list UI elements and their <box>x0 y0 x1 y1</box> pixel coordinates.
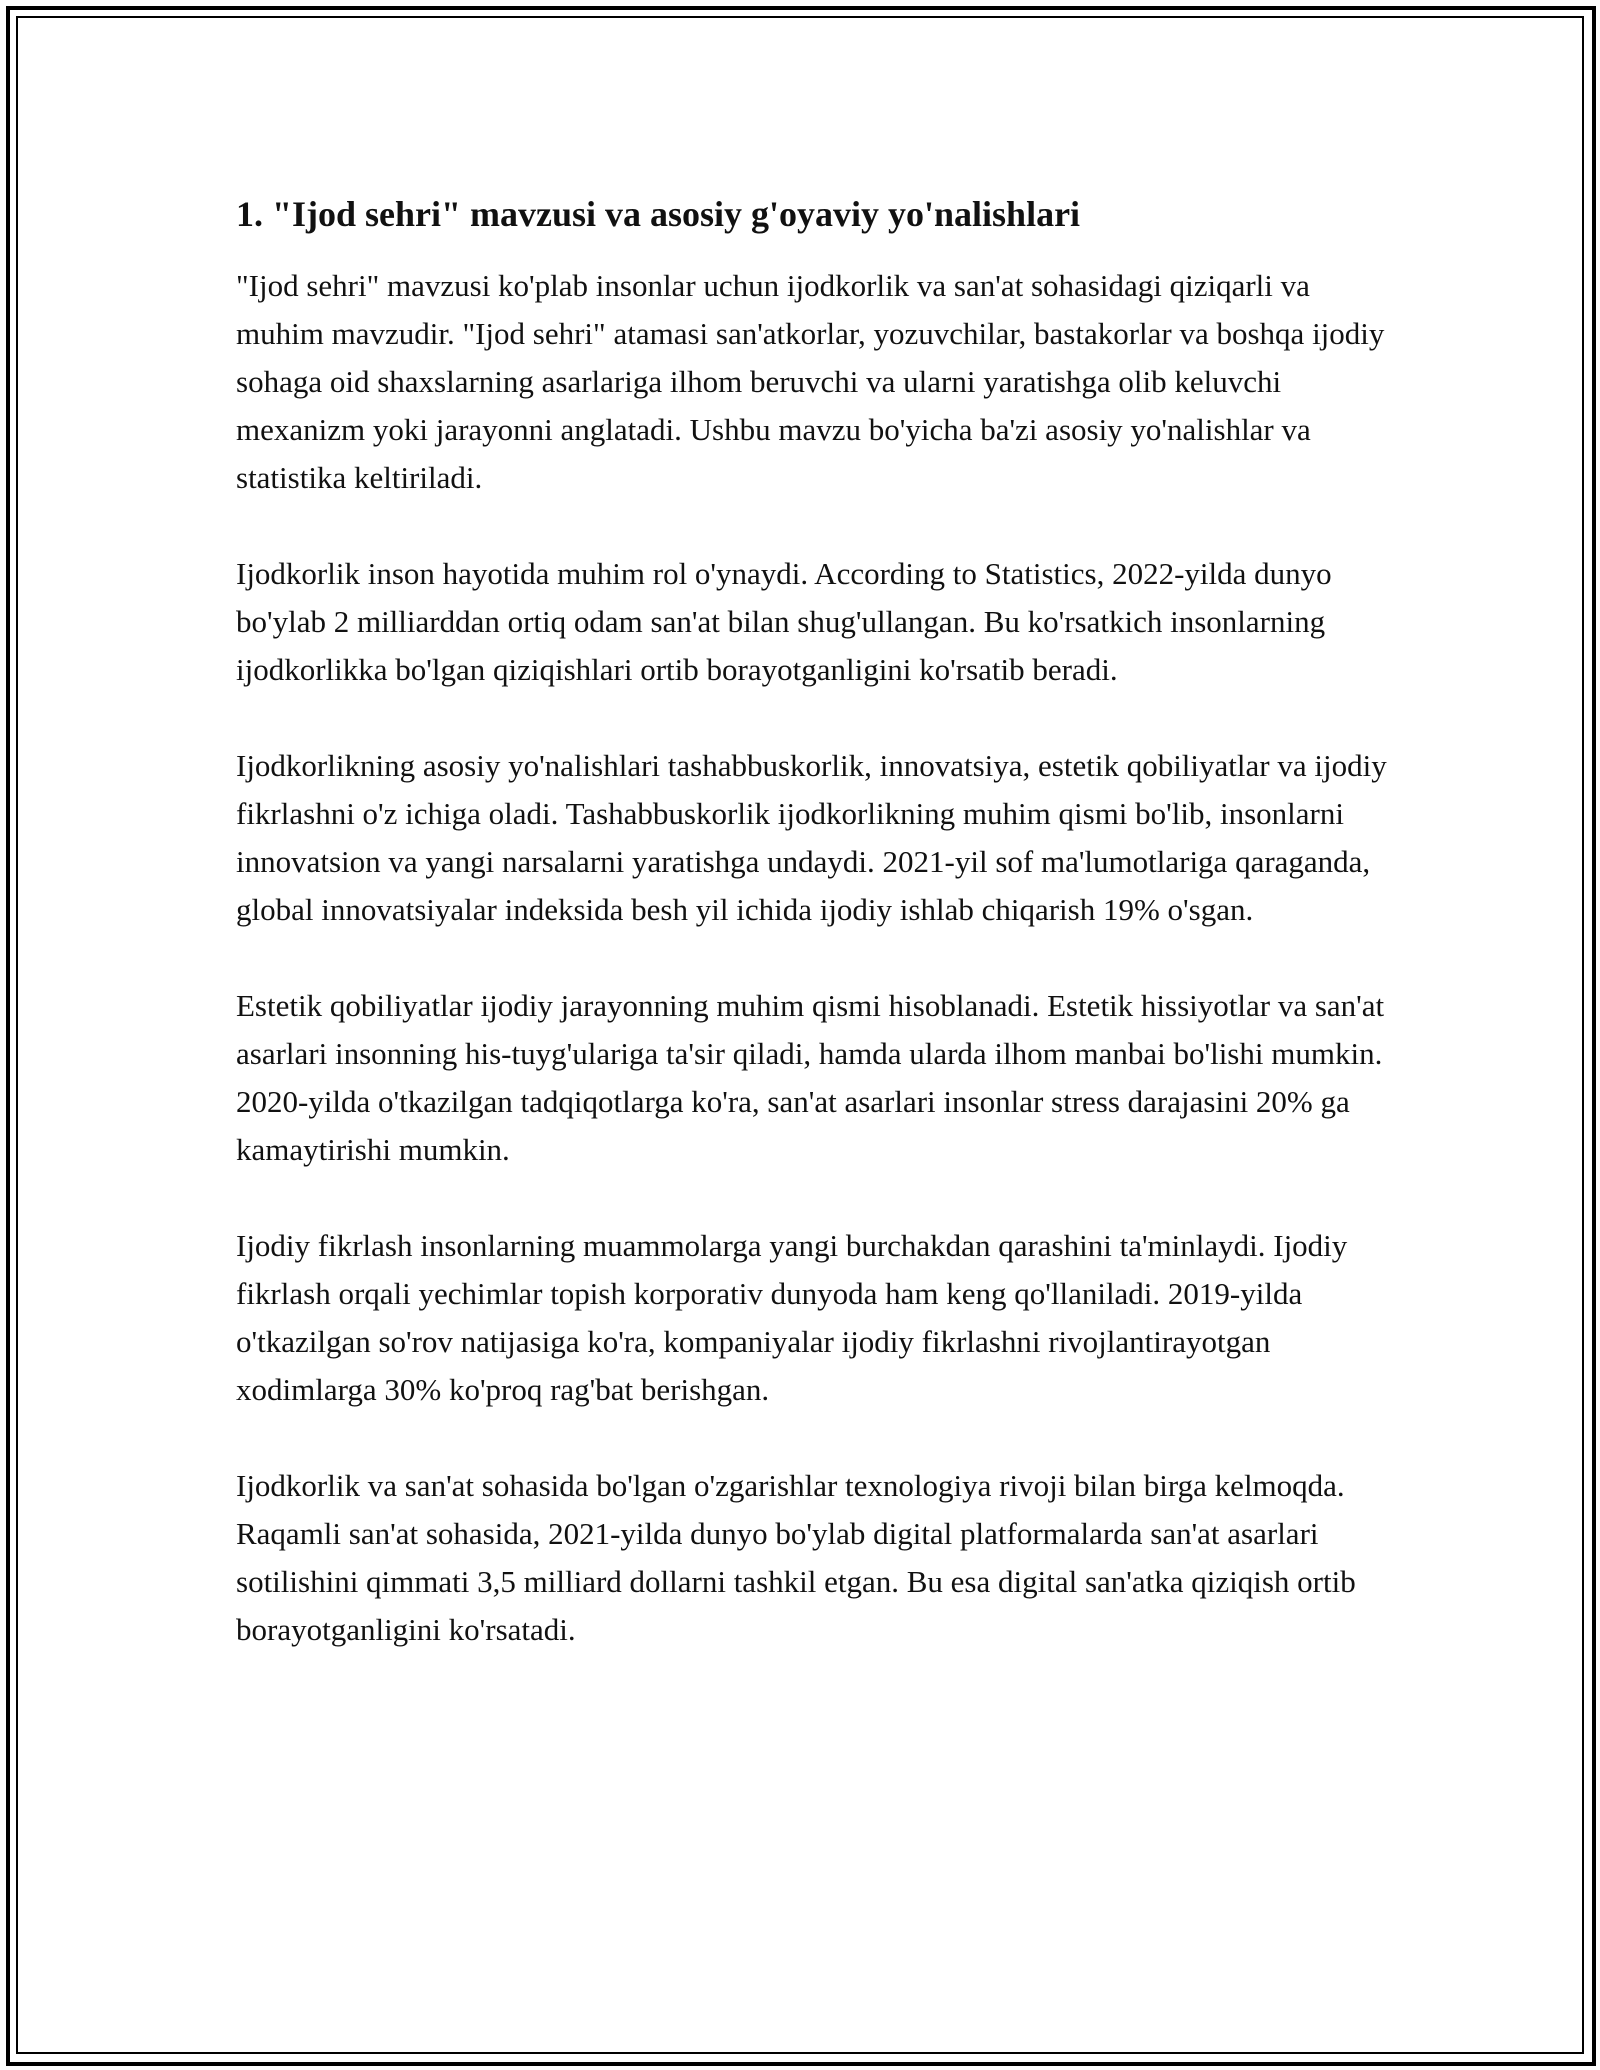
paragraph-creative-thinking: Ijodiy fikrlash insonlarning muammolarga yangi burchakdan qarashini ta'minlaydi. Ijodiy fikrlash orqali yechimlar topish korporativ dunyoda ham keng qo'llaniladi. 2019-yilda o'tkazilgan so'rov natijasiga ko'ra, kompaniyalar ijodiy fikrlashni rivojlantirayotgan xodimlarga 30% ko'proq rag'bat berishgan. <box>236 1228 1348 1407</box>
paragraph-aesthetic: Estetik qobiliyatlar ijodiy jarayonning muhim qismi hisoblanadi. Estetik hissiyotlar va san'at asarlari insonning his-tuyg'ulariga ta'sir qiladi, hamda ularda ilhom manbai bo'lishi mumkin. 2020-yilda o'tkazilgan tadqiqotlarga ko'ra, san'at asarlari insonlar stress darajasini 20% ga kamaytirishi mumkin. <box>236 988 1385 1167</box>
document-body <box>236 190 1396 1702</box>
paragraph-directions: Ijodkorlikning asosiy yo'nalishlari tashabbuskorlik, innovatsiya, estetik qobiliyatlar va ijodiy fikrlashni o'z ichiga oladi. Tashabbuskorlik ijodkorlikning muhim qismi bo'lib, insonlarni innovatsion va yangi narsalarni yaratishga undaydi. 2021-yil sof ma'lumotlariga qaraganda, global innovatsiyalar indeksida besh yil ichida ijodiy ishlab chiqarish 19% o'sgan. <box>236 748 1387 927</box>
paragraph-role: Ijodkorlik inson hayotida muhim rol o'ynaydi. According to Statistics, 2022-yilda dunyo bo'ylab 2 milliarddan ortiq odam san'at bilan shug'ullangan. Bu ko'rsatkich insonlarning ijodkorlikka bo'lgan qiziqishlari ortib borayotganligini ko'rsatib beradi. <box>236 556 1332 687</box>
paragraph-technology: Ijodkorlik va san'at sohasida bo'lgan o'zgarishlar texnologiya rivoji bilan birga kelmoqda. Raqamli san'at sohasida, 2021-yilda dunyo bo'ylab digital platformalarda san'at asarlari sotilishini qimmati 3,5 milliard dollarni tashkil etgan. Bu esa digital san'atka qiziqish ortib borayotganligini ko'rsatadi. <box>236 1468 1356 1647</box>
paragraph-intro: "Ijod sehri" mavzusi ko'plab insonlar uchun ijodkorlik va san'at sohasidagi qiziqarli va muhim mavzudir. "Ijod sehri" atamasi san'atkorlar, yozuvchilar, bastakorlar va boshqa ijodiy sohaga oid shaxslarning asarlariga ilhom beruvchi va ularni yaratishga olib keluvchi mexanizm yoki jarayonni anglatadi. Ushbu mavzu bo'yicha ba'zi asosiy yo'nalishlar va statistika keltiriladi. <box>236 268 1385 495</box>
section-heading: 1. "Ijod sehri" mavzusi va asosiy g'oyaviy yo'nalishlari <box>236 194 1081 234</box>
